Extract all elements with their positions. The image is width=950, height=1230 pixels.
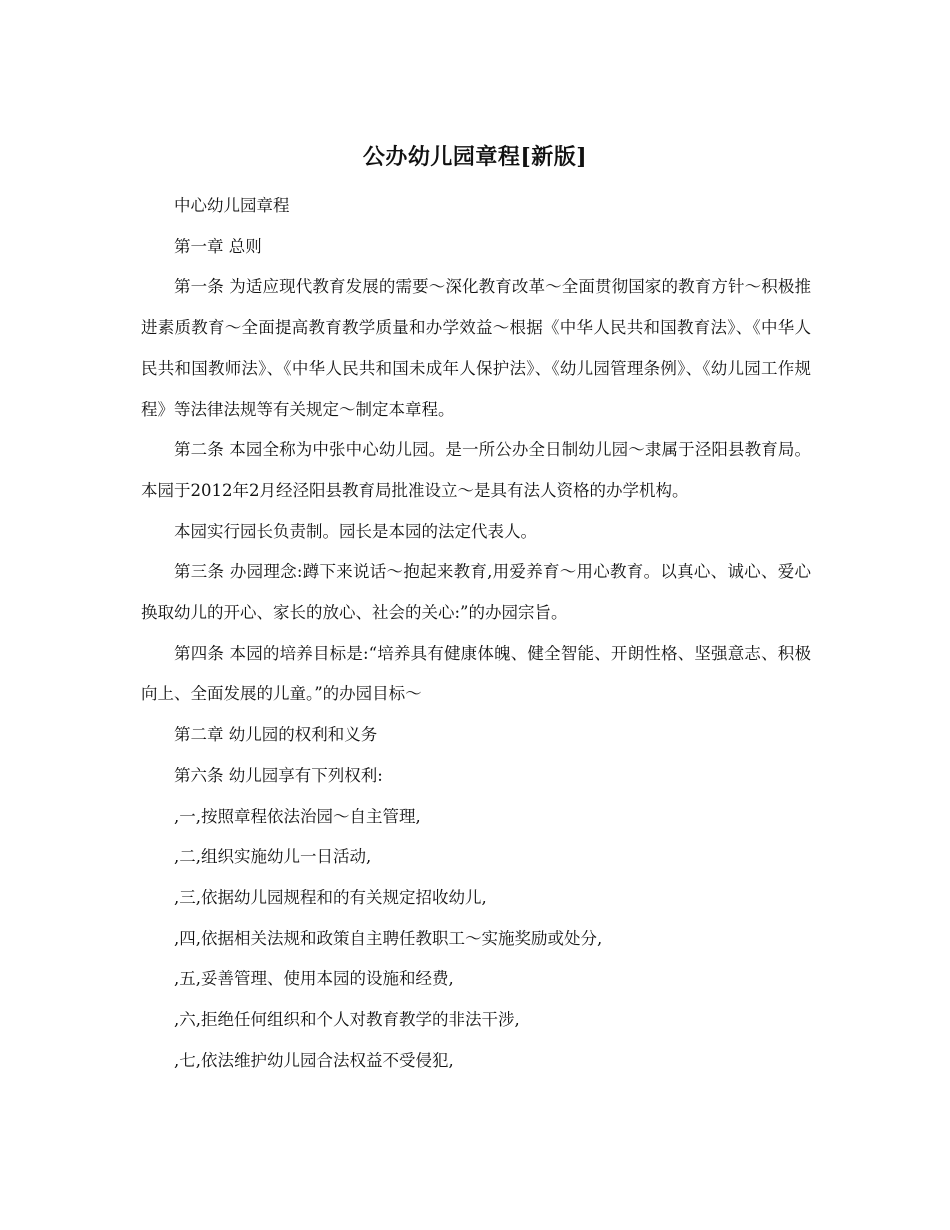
list-item: ,一,按照章程依法治园～自主管理, bbox=[174, 806, 421, 826]
list-item: ,七,依法维护幼儿园合法权益不受侵犯, bbox=[174, 1050, 454, 1070]
article-1: 第一条 为适应现代教育发展的需要～深化教育改革～全面贯彻国家的教育方针～积极推进素质教育～全面提高教育教学质量和办学效益～根据《中华人民共和国教育法》、《中华人民共和国教师法》、《中华人民共和国未成年人保护法》、《幼儿园管理条例》、《幼儿园工作规程》等法律法规等有关规定～制定本章程。 bbox=[141, 277, 811, 419]
paragraph-heading: 中心幼儿园章程 bbox=[174, 196, 290, 215]
list-item: ,六,拒绝任何组织和个人对教育教学的非法干涉, bbox=[174, 1010, 520, 1030]
list-item: ,五,妥善管理、使用本园的设施和经费, bbox=[174, 969, 454, 989]
document-body bbox=[141, 186, 811, 1081]
list-item: ,三,依据幼儿园规程和的有关规定招收幼儿, bbox=[174, 887, 487, 907]
chapter-heading-2: 第二章 幼儿园的权利和义务 bbox=[174, 725, 378, 745]
list-item: ,四,依据相关法规和政策自主聘任教职工～实施奖励或处分, bbox=[174, 928, 603, 948]
article-4: 第四条 本园的培养目标是:“培养具有健康体魄、健全智能、开朗性格、坚强意志、积极向上、全面发展的儿童。”的办园目标～ bbox=[141, 643, 811, 704]
article-2: 第二条 本园全称为中张中心幼儿园。是一所公办全日制幼儿园～隶属于泾阳县教育局。本园于2012年2月经泾阳县教育局批准设立～是具有法人资格的办学机构。 bbox=[141, 440, 811, 500]
chapter-heading-1: 第一章 总则 bbox=[174, 236, 262, 256]
article-6: 第六条 幼儿园享有下列权利: bbox=[174, 765, 383, 785]
paragraph-principal: 本园实行园长负责制。园长是本园的法定代表人。 bbox=[174, 521, 537, 541]
list-item: ,二,组织实施幼儿一日活动, bbox=[174, 847, 372, 867]
document-title: 公办幼儿园章程[新版] bbox=[362, 144, 588, 170]
article-3: 第三条 办园理念:蹲下来说话～抱起来教育,用爱养育～用心教育。以真心、诚心、爱心换取幼儿的开心、家长的放心、社会的关心:”的办园宗旨。 bbox=[141, 562, 811, 623]
